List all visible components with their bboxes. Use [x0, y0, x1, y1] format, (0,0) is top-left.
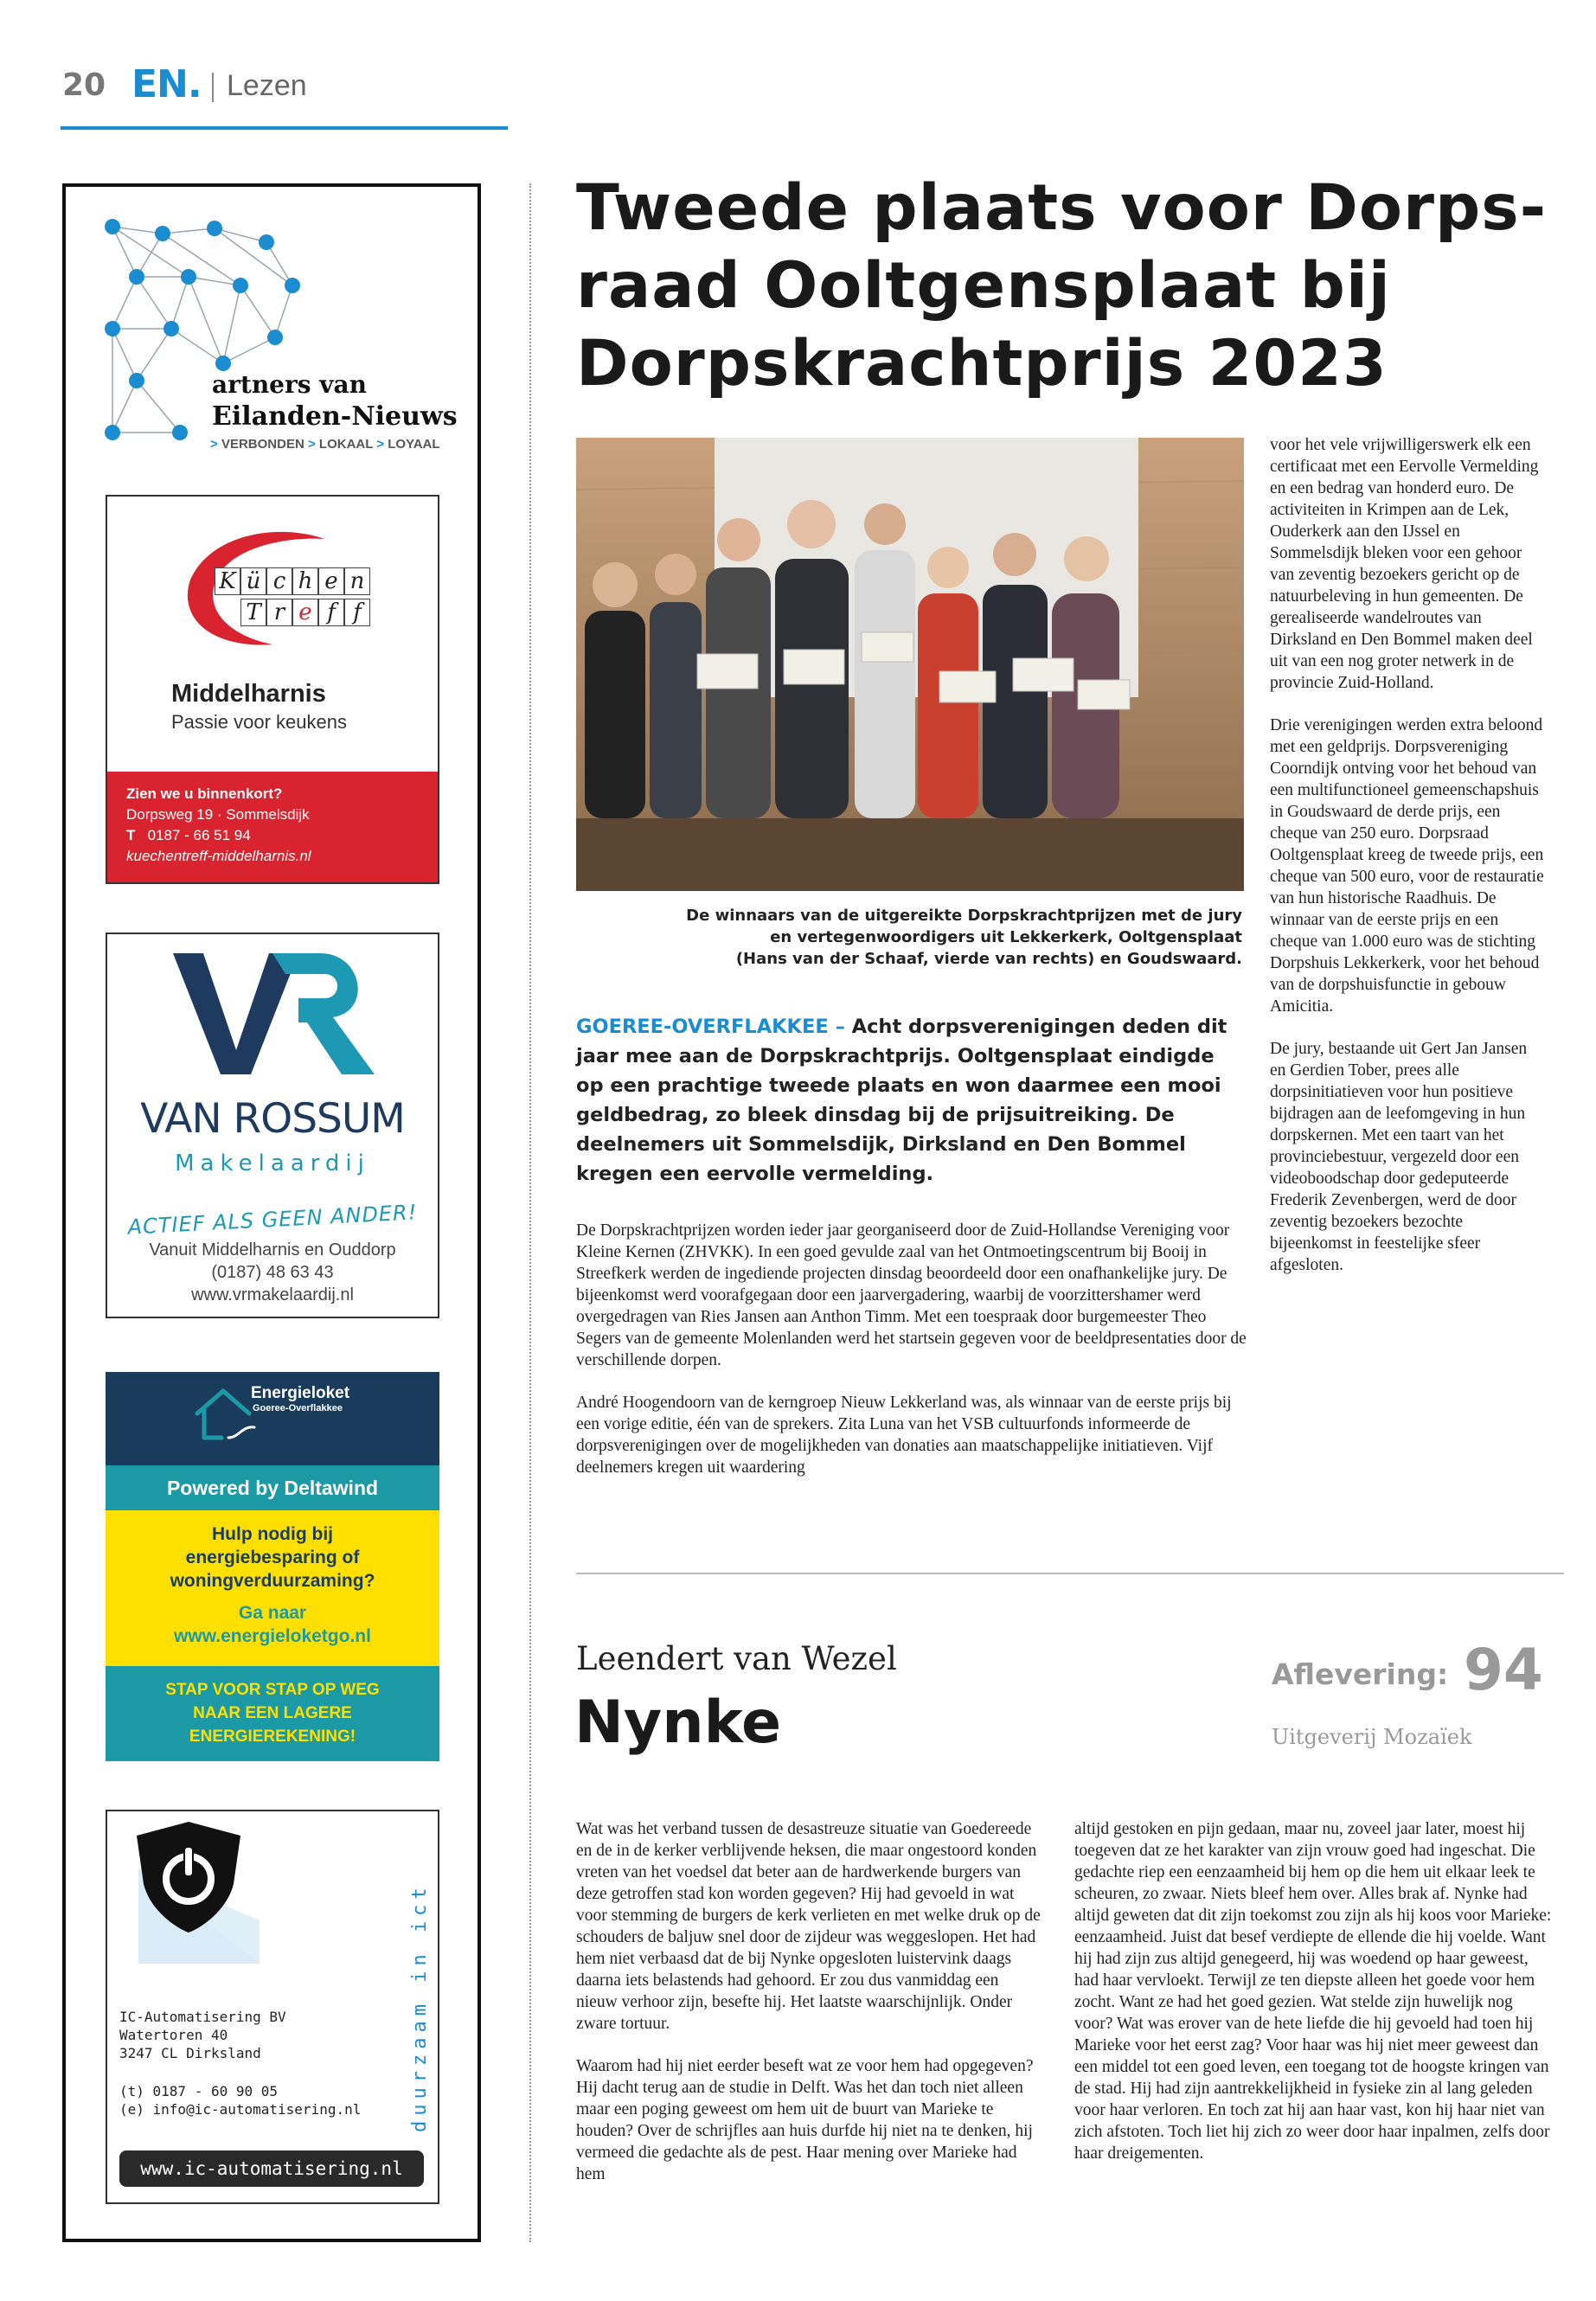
kuchen-letter: c [266, 567, 292, 595]
vr-logo-icon [169, 946, 376, 1076]
section-label: Lezen [227, 69, 307, 102]
energieloket-url[interactable]: www.energieloketgo.nl [174, 1626, 371, 1646]
article-paragraph: Drie verenigingen werden extra beloond met een geldprijs. Dorpsvereniging Coorndijk ontving voor het behoud van een multifunctioneel gemeenschapshuis in Goudswaard de derde prijs, een cheque van 250 euro. Dorpsraad Ooltgensplaat kreeg de tweede prijs, een cheque van 500 euro, voor de restauratie van hun historische Raadhuis. De winnaar van de eerste prijs en een cheque van 1.000 euro was de stichting Dorpshuis Lekkerkerk, voor het behoud van de dorpshuisfunctie in gebouw Amicitia. [1270, 716, 1544, 1016]
article-paragraph: André Hoogendoorn van de kerngroep Nieuw Lekkerland was, als winnaar van de eerste prijs bij een vorige editie, één van de sprekers. Zita Luna van het VSB cultuurfonds informeerde de dorpsverenigingen over de mogelijkheden van donaties aan maatschappelijke initiatieven. Vijf deelnemers kregen uit waardering [576, 1394, 1232, 1477]
treff-letter: r [266, 599, 292, 626]
article-photo [576, 438, 1244, 891]
kuchen-letter: ü [240, 567, 266, 595]
article-lead: GOEREE-OVERFLAKKEE – Acht dorpsverenigingen deden dit jaar mee aan de Dorpskrachtprijs. Ooltgensplaat eindigde op een prachtige tweede plaats en won daarmee een mooi geldbedrag, zo bleek dinsdag bij de prijsuitreiking. De deelnemers uit Sommelsdijk, Dirksland en Den Bommel kregen een eervolle vermelding. [576, 1016, 1227, 1185]
article-paragraph: voor het vele vrijwilligerswerk elk een certificaat met een Eervolle Vermelding en een bedrag van honderd euro. De activiteiten in Krimpen aan de Lek, Ouderkerk aan den IJssel en Sommelsdijk bleken voor een gehoor van zeventig bezoekers gericht op de natuurbeleving in hun gemeenten. De gerealiseerde wandelroutes van Dirksland en Den Bommel maken deel uit van een nog groter netwerk in de provincie Zuid-Holland. [1270, 436, 1539, 692]
kuchen-letter: n [344, 567, 370, 595]
serial-paragraph: Waarom had hij niet eerder beseft wat ze voor hem had opgegeven? Hij dacht terug aan de studie in Delft. Was het dan toch niet alleen maar een poging geweest om hem uit de buurt van Marieke te houden? Over de schrijfles aan huis durfde hij niet na te denken, hij vermeed die gedachte als de pest. Haar mening over Marieke had hem [576, 2057, 1034, 2183]
newspaper-logo: EN. [131, 62, 202, 106]
article-headline: Tweede plaats voor Dorps- raad Ooltgensplaat bij Dorpskrachtprijs 2023 [576, 171, 1548, 401]
serial-paragraph: Wat was het verband tussen de desastreuze situatie van Goedereede en de in de kerker verblijvende heksen, die maar ongestoord konden vreten van het voedsel dat beter aan de hardwerkende burgers van deze getroffen stad kon worden gegeven? Hij had gevoeld in wat voor stemming de burgers de kerk verlieten en met welke druk op de schouders de baljuw snel door de zijdeur was weggeslopen. Het had hem niet verbaasd dat de bij Nynke opgesloten luistervink daags daarna iets belastends had gehoord. Er zou dus vanmiddag een nieuw verhoor zijn, besefte hij. Het laatste waarschijnlijk. Onder zware tortuur. [576, 1820, 1041, 2033]
serial-publisher: Uitgeverij Mozaïek [1272, 1725, 1472, 1749]
kuchen-city: Middelharnis [171, 680, 326, 708]
serial-column-1 [576, 1818, 1043, 2206]
ic-city: 3247 CL Dirksland [119, 2045, 261, 2061]
energieloket-cta: STAP VOOR STAP OP WEG NAAR EEN LAGERE ENERGIEREKENING! [106, 1666, 439, 1761]
dateline: GOEREE-OVERFLAKKEE – [576, 1016, 845, 1038]
energieloket-help-block: Hulp nodig bij energiebesparing of woningverduurzaming? Ga naar www.energieloketgo.nl [106, 1510, 439, 1666]
kuchen-contact-block [107, 772, 438, 882]
svg-text:duurzaam in ict: duurzaam in ict [409, 1882, 431, 2132]
partners-title-name: Eilanden-Nieuws [212, 401, 458, 432]
house-plug-icon [190, 1382, 260, 1443]
partners-title: artners van [212, 370, 368, 399]
treff-letter: T [240, 599, 266, 626]
vr-website[interactable]: www.vrmakelaardij.nl [191, 1285, 354, 1304]
vr-locations: Vanuit Middelharnis en Ouddorp [149, 1240, 396, 1259]
treff-letter: e [292, 599, 318, 626]
vr-subtitle: Makelaardij [175, 1150, 370, 1176]
page-number: 20 [62, 67, 106, 103]
ic-email[interactable]: (e) info@ic-automatisering.nl [119, 2101, 362, 2118]
ic-website-button[interactable]: www.ic-automatisering.nl [119, 2150, 424, 2187]
ic-vertical-slogan [407, 1825, 433, 2137]
vr-motto: ACTIEF ALS GEEN ANDER! [126, 1200, 418, 1240]
serial-title: Nynke [574, 1689, 782, 1757]
kuchen-address: Dorpsweg 19 · Sommelsdijk [126, 806, 310, 823]
article-paragraph: De jury, bestaande uit Gert Jan Jansen en Gerdien Tober, prees alle dorpsinitiatieven voor hun positieve bijdragen aan de leefomgeving in hun dorpskernen. Met een taart van het provinciebestuur, vergezeld door een videoboodschap door gedeputeerde Frederik Zevenbergen, werd de door zeventig bezoekers bezochte bijeenkomst in feestelijke sfeer afgesloten. [1270, 1040, 1528, 1274]
kuchen-letter: h [292, 567, 318, 595]
kuchen-url[interactable]: kuechentreff-middelharnis.nl [126, 848, 311, 864]
treff-letter: f [344, 599, 370, 626]
serial-column-2 [1074, 1818, 1555, 2185]
powered-by-banner: Powered by Deltawind [106, 1465, 439, 1510]
partners-tagline: > VERBONDEN > LOKAAL > LOYAAL [210, 437, 440, 452]
serial-author: Leendert van Wezel [576, 1640, 897, 1677]
kuchen-question: Zien we u binnenkort? [126, 785, 283, 802]
ic-power-shield-icon [121, 1817, 260, 1964]
header-divider [212, 73, 214, 102]
section-separator [576, 1573, 1564, 1574]
kuchen-slogan: Passie voor keukens [171, 711, 347, 733]
kuchen-phone: T 0187 - 66 51 94 [126, 827, 251, 843]
column-divider [529, 183, 531, 2242]
ic-street: Watertoren 40 [119, 2027, 228, 2043]
header-rule [61, 126, 508, 130]
episode-label: Aflevering: [1272, 1657, 1449, 1691]
ic-company: IC-Automatisering BV [119, 2009, 286, 2025]
article-paragraph: De Dorpskrachtprijzen worden ieder jaar georganiseerd door de Zuid-Hollandse Vereniging voor Kleine Kernen (ZHVKK). In een goed gevulde zaal van het Ontmoetingscentrum bij Booij in Streefkerk werden de ingediende projecten dinsdag beoordeeld door een onafhankelijke jury. De bijeenkomst werd voorafgegaan door een jaarvergadering, waarbij de voorzittershamer werd overgedragen van Ries Jansen aan Anthon Timm. Met een toespraak door burgemeester Theo Segers van de gemeente Molenlanden werd het startsein gegeven voor de beeldpresentaties door de verschillende dorpen. [576, 1221, 1247, 1369]
ic-phone: (t) 0187 - 60 90 05 [119, 2083, 279, 2099]
episode-number: 94 [1464, 1637, 1543, 1703]
energieloket-title: Energieloket [251, 1384, 350, 1402]
serial-paragraph: altijd gestoken en pijn gedaan, maar nu, zoveel jaar later, moest hij toegeven dat ze het karakter van zijn vrouw goed had ingeschat. Die gedachte riep een eenzaamheid bij hem op die hem uit elkaar leek te scheuren, zo zwaar. Niets bleef hem over. Alles brak af. Nynke had altijd geweten dat dit zijn toekomst zou zijn als hij koos voor Marieke: eenzaamheid. Juist dat besef verdiepte de ellende die hij voelde. Want hij had zijn zus altijd genegeerd, hij was woedend op haar geweest, had haar vervloekt. Terwijl ze ten diepste alleen het goede voor hem zocht. Want ze had het goed gezien. Wat stelde zijn huwelijk nog voor? Wat was erover van de hete liefde die hij gevoeld had toen hij Marieke voor het eerst zag? Voor haar was hij niet meer geweest dan een middel tot een goed leven, een toegang tot de hoogste kringen van de stad. Hij had zijn aantrekkelijkheid in fysieke zin al lang geleden voor haar verloren. En toch zat hij aan haar vast, kon hij haar niet van zich afstoten. Toch liet hij zich zo weer door haar inpalmen, zelfs door haar dreigementen. [1074, 1820, 1552, 2163]
energieloket-region: Goeree-Overflakkee [253, 1403, 343, 1413]
vr-phone: (0187) 48 63 43 [211, 1263, 334, 1282]
photo-caption: De winnaars van de uitgereikte Dorpskrachtprijzen met de jury en vertegenwoordigers uit Lekkerkerk, Ooltgensplaat (Hans van der Schaaf, vierde van rechts) en Goudswaard. [686, 907, 1242, 968]
kuchen-letter: e [318, 567, 344, 595]
kuchen-letter: K [215, 567, 240, 595]
treff-letter: f [318, 599, 344, 626]
article-body-left [576, 1220, 1247, 1499]
vr-company-name: VAN ROSSUM [140, 1095, 405, 1143]
article-body-right [1270, 434, 1547, 1297]
